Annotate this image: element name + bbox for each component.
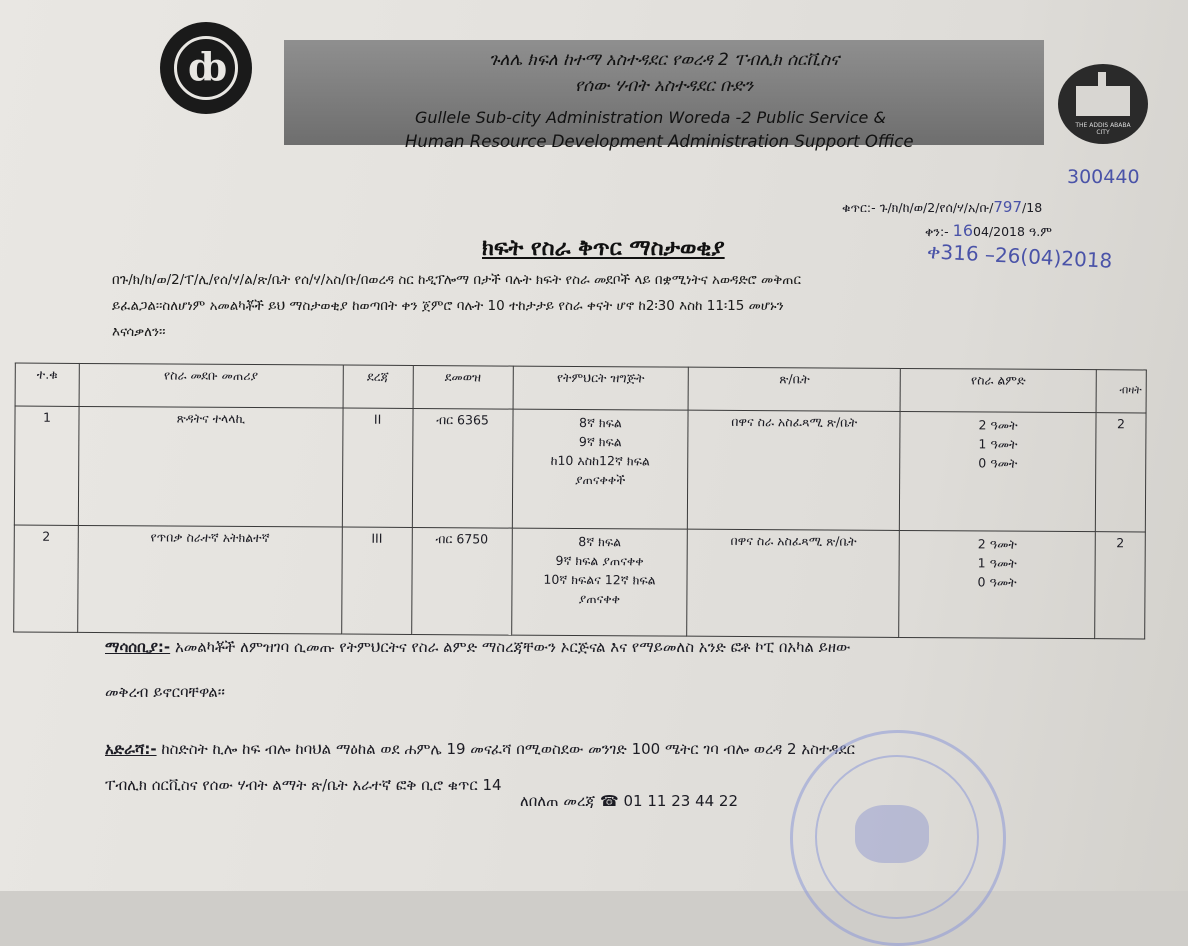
row-number: 2 <box>14 525 79 632</box>
note-line2: መቅረብ ይኖርባቸዋል፡፡ <box>105 683 225 701</box>
col-header-number: ተ.ቁ <box>15 363 79 406</box>
education-item: 8ኛ ክፍል <box>578 533 622 550</box>
table-header-row <box>15 363 1146 413</box>
vacancy-table <box>13 363 1147 640</box>
education-item: ያጠናቀቀ <box>578 590 621 607</box>
reference-handwritten-number: 797 <box>993 198 1023 216</box>
header-english-line1: Gullele Sub-city Administration Woreda -2 Public Service & <box>415 108 886 127</box>
intro-line3: እናሳቃለን፡፡ <box>112 324 166 340</box>
reference-suffix: /18 <box>1022 200 1043 215</box>
row-number: 1 <box>14 406 79 525</box>
col-header-experience: የስራ ልምድ <box>900 368 1096 412</box>
phone-number: 01 11 23 44 22 <box>623 792 739 810</box>
official-stamp-icon <box>790 730 1006 946</box>
experience-item: 0 ዓመት <box>978 455 1018 471</box>
row-grade: III <box>341 527 412 634</box>
header-english-line2: Human Resource Development Administration Support Office <box>405 132 914 151</box>
col-header-office: ጽ/ቤት <box>688 367 900 411</box>
date-rest: 04/2018 ዓ.ም <box>973 224 1052 239</box>
row-grade: II <box>342 408 413 527</box>
education-item: ከ10 እስከ12ኛ ክፍል <box>550 452 650 469</box>
handwritten-number: 300440 <box>1067 166 1140 188</box>
header-amharic-line1: ጉለሌ ክፍለ ከተማ አስተዳደር የወረዳ 2 ፐብሊክ ሰርቪስና <box>488 50 840 70</box>
date-line <box>925 221 1052 240</box>
row-salary: ብር 6750 <box>411 527 512 635</box>
note-line1 <box>105 638 850 656</box>
col-header-quantity: ብዛት <box>1096 370 1146 413</box>
handwritten-date-note: ቀ316 –26(04)2018 <box>926 239 1113 273</box>
note-text1: አመልካቾች ለምዝገባ ሲመጡ የትምህርትና የስራ ልምድ ማስረጃቸውን ኦርጅናል እና የማይመለስ አንድ ፎቶ ኮፒ በአካል ይዘው <box>174 638 851 656</box>
intro-line2: ይፈልጋል፡፡ስለሆነም አመልካቾች ይህ ማስታወቂያ ከወጣበት ቀን ጀምሮ ባሉት 10 ተከታታይ የስራ ቀናት ሆኖ ከ2፡30 እስከ 11፡15 መሆኑን <box>112 298 784 314</box>
col-header-salary: ደመወዝ <box>413 365 513 409</box>
address-text1: ከስድስት ኪሎ ከፍ ብሎ ከባህል ማዕከል ወደ ሐምሌ 19 መናፈሻ በሚወስደው መንገድ 100 ሜትር ገባ ብሎ ወረዳ 2 አስተዳደር <box>161 740 855 758</box>
row-experience <box>899 530 1095 638</box>
table-row <box>14 525 1146 639</box>
col-header-grade: ደረጃ <box>343 365 413 408</box>
row-position: የጥበቃ ስራተኛ አትክልተኛ <box>78 525 342 634</box>
row-education <box>511 528 687 636</box>
education-item: 10ኛ ክፍልና 12ኛ ክፍል <box>543 571 656 588</box>
experience-item: 2 ዓመት <box>978 417 1018 433</box>
row-position: ጽዳትና ተላላኪ <box>78 406 342 527</box>
header-amharic-line2: የሰው ሃብት አስተዳደር ቡድን <box>574 76 754 96</box>
date-label: ቀን:- <box>925 224 949 239</box>
table-row <box>14 406 1146 532</box>
col-header-position: የስራ መደቡ መጠሪያ <box>79 363 343 408</box>
page-title: ክፍት የስራ ቅጥር ማስታወቂያ <box>482 236 725 261</box>
reference-label: ቁጥር:- ጉ/ክ/ከ/ወ/2/የሰ/ሃ/አ/ቡ/ <box>842 200 994 215</box>
row-quantity: 2 <box>1095 413 1146 532</box>
reference-number <box>842 198 1042 216</box>
address-label: አድራሻ:- <box>105 740 157 758</box>
row-quantity: 2 <box>1095 532 1146 639</box>
address-line2: ፐብሊክ ሰርቪስና የሰው ሃብት ልማት ጽ/ቤት አራተኛ ፎቅ ቢሮ ቁጥር 14 <box>105 776 502 794</box>
right-logo-text: THE ADDIS ABABA CITY <box>1075 122 1131 136</box>
phone-icon: ☎ <box>600 792 619 810</box>
row-office: በዋና ስራ አስፈጻሚ ጽ/ቤት <box>688 410 901 530</box>
city-building-logo-icon <box>1058 64 1148 144</box>
experience-item: 2 ዓመት <box>977 536 1017 552</box>
experience-item: 1 ዓመት <box>978 436 1018 452</box>
education-item: 8ኛ ክፍል <box>578 414 622 431</box>
experience-item: 0 ዓመት <box>977 574 1017 590</box>
note-label: ማሳሰቢያ:- <box>105 638 171 656</box>
col-header-education: የትምህርት ዝግጅት <box>513 366 689 410</box>
education-item: 9ኛ ክፍል <box>578 433 622 450</box>
contact-line <box>520 792 738 810</box>
intro-line1: በጉ/ክ/ከ/ወ/2/ፐ/ሊ/የሰ/ሃ/ል/ጽ/ቤት የሰ/ሃ/አስ/ቡ/በወረዳ ስር ከዲፕሎማ በታች ባሉት ክፍት የስራ መደቦች ላይ በቋሚነትና አወዳድሮ መቅጠር <box>112 272 801 288</box>
row-office: በዋና ስራ አስፈጻሚ ጽ/ቤት <box>687 529 899 637</box>
row-education <box>512 409 689 529</box>
date-handwritten-day: 16 <box>952 221 974 240</box>
address-line1 <box>105 740 855 758</box>
header-banner <box>284 40 1044 145</box>
contact-label: ለበለጠ መረጃ <box>520 792 596 810</box>
experience-item: 1 ዓመት <box>977 555 1017 571</box>
swirl-logo-icon: ȸ <box>160 22 252 114</box>
education-item: ያጠናቀቀች <box>574 471 626 488</box>
education-item: 9ኛ ክፍል ያጠናቀቀ <box>555 552 644 569</box>
row-salary: ብር 6365 <box>412 408 513 528</box>
row-experience <box>900 411 1097 531</box>
